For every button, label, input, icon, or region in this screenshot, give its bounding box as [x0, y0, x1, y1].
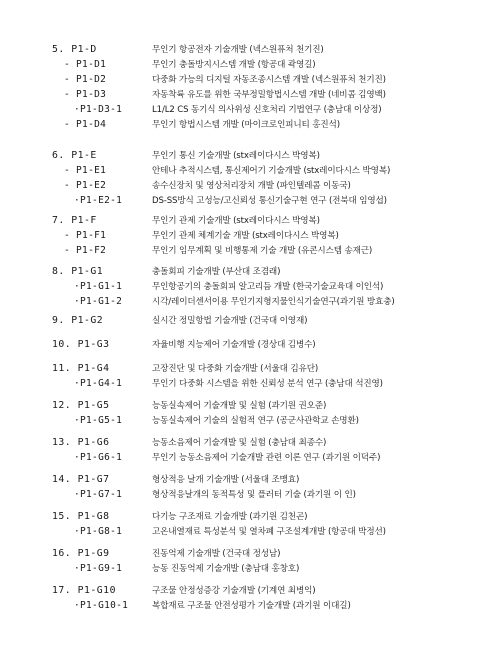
item-title: 고온내열재료 특성분석 및 열차폐 구조설계개발 (항공대 박정선)	[152, 527, 386, 537]
item-title: 고장진단 및 다중화 기술개발 (서울대 김유단)	[152, 364, 319, 374]
item-code: - P1-D3	[64, 89, 107, 100]
item-code: - P1-D4	[64, 119, 107, 130]
item-title: 안테나 추적시스템, 통신제어기 기술개발 (stx레이다시스 박영복)	[152, 166, 391, 176]
item-title: DS-SS방식 고성능/고신뢰성 통신기술구현 연구 (전북대 임영섭)	[152, 196, 387, 206]
item-title: 송수신장치 및 영상처리장치 개발 (파인텔레콤 이동국)	[152, 181, 351, 191]
item-code: ·P1-G5-1	[74, 415, 123, 426]
item-title: 자동착륙 유도를 위한 국부정밀항법시스템 개발 (네비콤 김영백)	[152, 90, 386, 100]
item-title: 구조물 안정성증강 기술개발 (기계연 최병익)	[152, 586, 316, 596]
item-code: 17. P1-G10	[52, 585, 116, 596]
item-title: 무인기 충돌방지시스템 개발 (항공대 곽영길)	[152, 60, 316, 70]
item-code: ·P1-E2-1	[74, 195, 123, 206]
item-code: 8. P1-G1	[52, 266, 104, 277]
item-title: 무인기 항법시스템 개발 (마이크로인피니티 홍진석)	[152, 120, 340, 130]
item-code: 14. P1-G7	[52, 474, 110, 485]
item-title: 충돌회피 기술개발 (부산대 조겸래)	[152, 267, 281, 277]
item-code: ·P1-D3-1	[74, 104, 123, 115]
item-code: - P1-D2	[64, 74, 107, 85]
item-title: 무인기 관제 체계기술 개발 (stx레이다시스 박영복)	[152, 231, 339, 241]
item-code: 13. P1-G6	[52, 437, 110, 448]
item-code: - P1-D1	[64, 59, 107, 70]
item-title: L1/L2 CS 동기식 의사위성 신호처리 기법연구 (충남대 이상정)	[152, 105, 382, 115]
item-code: - P1-E1	[64, 165, 107, 176]
item-title: 형상적응날개의 동적특성 및 플러터 기술 (과기원 이 인)	[152, 490, 356, 500]
item-code: 10. P1-G3	[52, 339, 110, 350]
item-code: 5. P1-D	[52, 44, 97, 55]
item-code: ·P1-G1-2	[74, 296, 123, 307]
item-title: 다중화 가능의 디지털 자동조종시스템 개발 (넥스원퓨처 천기진)	[152, 75, 386, 85]
item-code: 16. P1-G9	[52, 548, 110, 559]
item-title: 형상적응 날개 기술개발 (서울대 조맹효)	[152, 475, 300, 485]
item-code: ·P1-G4-1	[74, 378, 123, 389]
item-title: 다기능 구조재료 기술개발 (과기원 김천곤)	[152, 512, 308, 522]
item-title: 자율비행 지능제어 기술개발 (경상대 김병수)	[152, 340, 316, 350]
item-code: - P1-E2	[64, 180, 107, 191]
item-title: 능동소음제어 기술개발 및 실험 (충남대 최종수)	[152, 438, 327, 448]
item-code: - P1-F2	[64, 245, 107, 256]
item-title: 능동실속제어 기술개발 및 실험 (과기원 권오준)	[152, 401, 327, 411]
item-title: 실시간 정밀항법 기술개발 (건국대 이영재)	[152, 316, 308, 326]
item-code: ·P1-G8-1	[74, 526, 123, 537]
item-code: ·P1-G6-1	[74, 452, 123, 463]
item-code: 6. P1-E	[52, 150, 97, 161]
item-code: ·P1-G9-1	[74, 563, 123, 574]
item-code: ·P1-G10-1	[74, 600, 129, 611]
item-title: 시각/레이더센서이용 무인기지형지물인식기술연구(과기원 방효충)	[152, 297, 395, 307]
item-title: 무인기 능동소음제어 기술개발 관련 이론 연구 (과기원 이덕주)	[152, 453, 381, 463]
item-title: 무인항공기의 충돌회피 알고리듬 개발 (한국기술교육대 이인석)	[152, 282, 384, 292]
item-title: 무인기 임무계획 및 비행통제 기술 개발 (유콘시스템 송재근)	[152, 246, 373, 256]
item-code: - P1-F1	[64, 230, 107, 241]
item-code: ·P1-G1-1	[74, 281, 123, 292]
item-title: 능동실속제어 기술의 실험적 연구 (공군사관학교 손명환)	[152, 416, 359, 426]
item-code: 9. P1-G2	[52, 315, 104, 326]
item-title: 진동억제 기술개발 (건국대 정성남)	[152, 549, 281, 559]
item-code: 12. P1-G5	[52, 400, 110, 411]
item-code: 7. P1-F	[52, 215, 97, 226]
item-title: 무인기 관제 기술개발 (stx레이다시스 박영복)	[152, 216, 320, 226]
item-title: 무인기 다중화 시스템을 위한 신뢰성 분석 연구 (충남대 석진영)	[152, 379, 383, 389]
item-title: 능동 진동억제 기술개발 (충남대 홍창호)	[152, 564, 300, 574]
item-title: 무인기 통신 기술개발 (stx레이다시스 박영복)	[152, 151, 320, 161]
item-title: 무인기 항공전자 기술개발 (넥스원퓨처 천기진)	[152, 45, 324, 55]
item-code: 11. P1-G4	[52, 363, 110, 374]
item-code: 15. P1-G8	[52, 511, 110, 522]
item-title: 복합재료 구조물 안전성평가 기술개발 (과기원 이대길)	[152, 601, 351, 611]
item-code: ·P1-G7-1	[74, 489, 123, 500]
